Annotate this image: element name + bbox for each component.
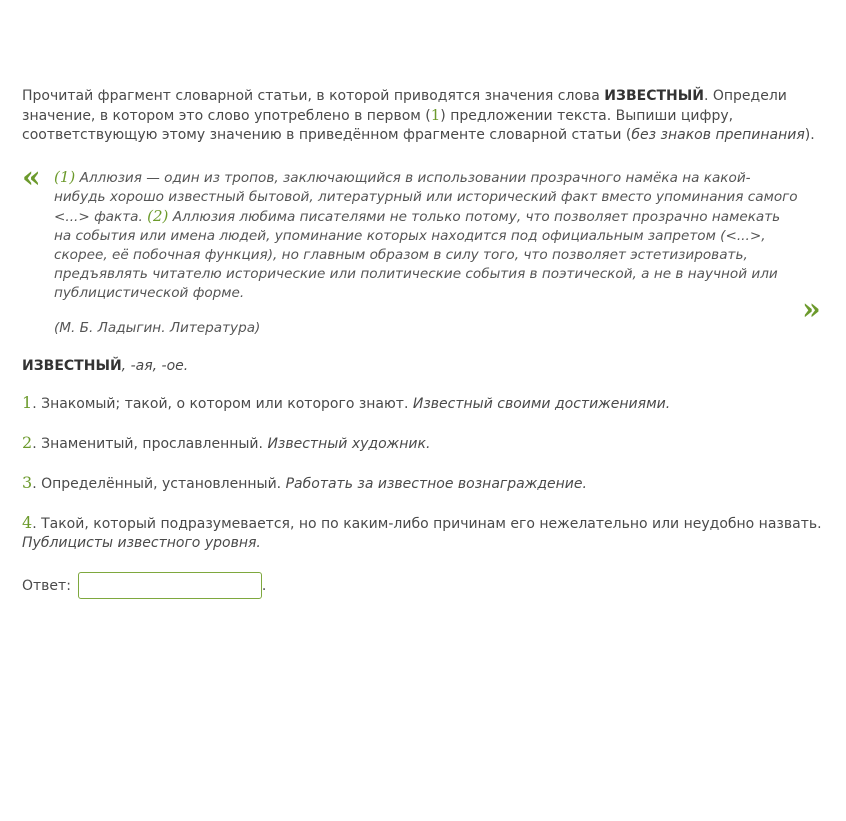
dictionary-entry	[22, 358, 822, 553]
sentence-number-2: (2)	[147, 207, 169, 225]
definition-number: 4	[22, 513, 33, 532]
answer-input[interactable]	[78, 572, 262, 599]
definition-number: 2	[22, 433, 33, 452]
entry-headword: ИЗВЕСТНЫЙ	[22, 358, 122, 374]
definition-text: . Такой, который подразумевается, но по каким-либо причинам его нежелательно или неудобно назвать.	[32, 516, 822, 532]
definition-example: Работать за известное вознаграждение.	[285, 476, 587, 492]
definition-example: Известный своими достижениями.	[412, 396, 671, 412]
task-text-1: Прочитай фрагмент словарной статьи, в которой приводятся значения слова	[22, 88, 605, 104]
task-keyword: ИЗВЕСТНЫЙ	[604, 88, 704, 104]
definition-4	[22, 513, 822, 553]
entry-endings: , -ая, -ое.	[121, 358, 189, 374]
answer-row	[22, 572, 822, 599]
task-text-3: ) предложении текста. Выпиши цифру, соответствующую этому значению в приведённом фрагменте словарной статьи (	[22, 108, 734, 143]
task-text-2: . Определи значение, в котором это слово употреблено в первом (	[22, 88, 787, 124]
definition-text: . Знаменитый, прославленный.	[32, 436, 268, 452]
entry-header	[22, 358, 822, 374]
definition-text: . Определённый, установленный.	[32, 476, 286, 492]
definition-2	[22, 433, 822, 454]
sentence-1: Аллюзия — один из тропов, заключающийся в использовании прозрачного намёка на какой-нибудь хорошо известный бытовой, литературный или исторический факт вместо упоминания самого <...> факта.	[54, 170, 798, 225]
definition-number: 3	[22, 473, 33, 492]
definition-number: 1	[22, 393, 33, 412]
answer-label: Ответ:	[22, 577, 71, 594]
definition-example: Известный художник.	[267, 436, 431, 452]
definition-example: Публицисты известного уровня.	[22, 535, 261, 551]
answer-period: .	[261, 577, 267, 594]
definition-3	[22, 473, 822, 494]
task-text-4: ).	[804, 127, 815, 143]
task-sentence-number: 1	[430, 106, 441, 124]
task-container	[22, 87, 822, 599]
definition-text: . Знакомый; такой, о котором или которого знают.	[32, 396, 413, 412]
sentence-number-1: (1)	[54, 168, 76, 186]
task-instructions	[22, 87, 822, 145]
definition-1	[22, 393, 822, 414]
quote-source: (М. Б. Ладыгин. Литература)	[54, 320, 261, 336]
quote-block	[22, 160, 822, 358]
close-quote-icon: »	[802, 292, 821, 327]
open-quote-icon: «	[22, 160, 41, 195]
quote-text	[54, 168, 799, 303]
sentence-2: Аллюзия любима писателями не только потому, что позволяет прозрачно намекать на события или имена людей, упоминание которых находится под официальным запретом (<...>, скорее, её побочная функция), но главным образом в силу того, что позволяет эстетизировать, предъявлять читателю исторические или политические события в поэтической, а не в научной или публицистической форме.	[54, 209, 781, 301]
task-note: без знаков препинания	[631, 127, 805, 143]
